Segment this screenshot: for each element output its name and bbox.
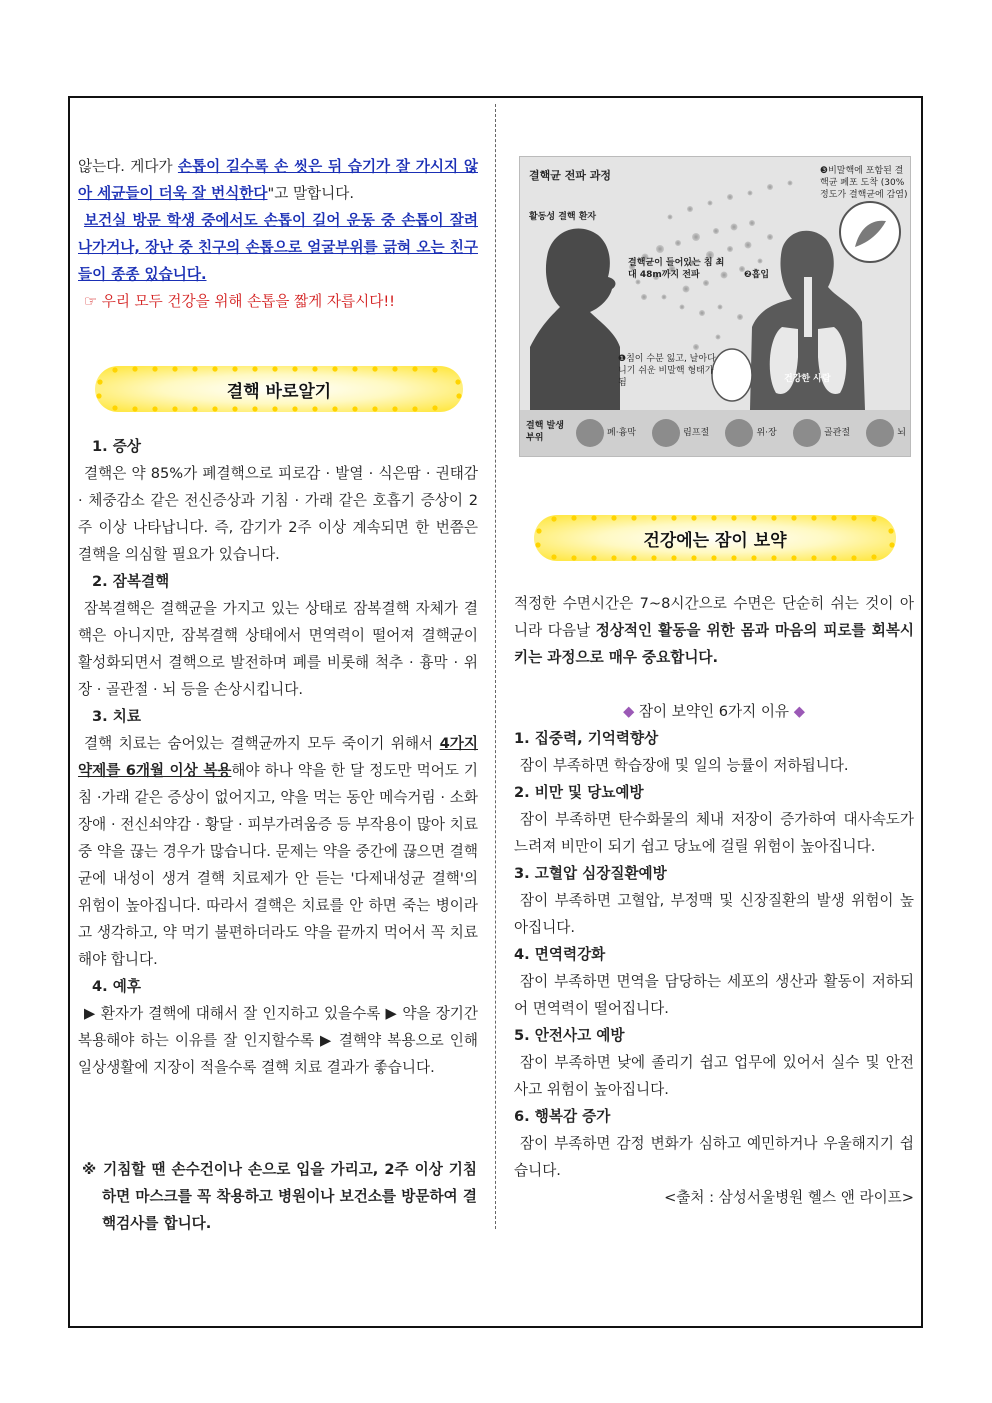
left-column [78, 153, 478, 315]
sleep-intro-text: 적정한 수면시간은 7~8시간으로 수면은 단순히 쉬는 것이 아니라 다음날 [514, 595, 914, 639]
lymph-icon [652, 419, 680, 447]
reason-text: 잠이 부족하면 면역을 담당하는 세포의 생산과 활동이 저하되어 면역력이 떨어집니다. [514, 973, 914, 1017]
reason-heading: 6. 행복감 증가 [514, 1108, 611, 1125]
candy-icon: ◆ [793, 703, 805, 720]
figure-healthy-label: 건강한 사람 [784, 374, 831, 384]
reason-text: 잠이 부족하면 낮에 졸리기 쉽고 업무에 있어서 실수 및 안전사고 위험이 높아집니다. [514, 1054, 914, 1098]
joint-icon [793, 419, 821, 447]
tb-section-banner [95, 366, 463, 412]
reason-heading: 3. 고혈압 심장질환예방 [514, 865, 667, 882]
reason-heading: 1. 집중력, 기억력향상 [514, 730, 659, 747]
symptoms-text: 결핵은 약 85%가 폐결핵으로 피로감 · 발열 · 식은땀 · 권태감 · 체중감소 같은 전신증상과 기침 · 가래 같은 호흡기 증상이 2주 이상 나타납니다. 즉, 감기가 2주 이상 계속되면 한 번쯤은 결핵을 의심할 필요가 있습니다. [78, 465, 478, 563]
tb-transmission-figure [519, 156, 911, 457]
organ-label: 폐·흉막 [607, 428, 636, 438]
figure-spray-label: 결핵균이 들어있는 침 최대 48m까지 전파 [628, 258, 725, 280]
reason-heading: 5. 안전사고 예방 [514, 1027, 625, 1044]
intro-text: 않는다. 게다가 [78, 158, 178, 175]
reason-text: 잠이 부족하면 고혈압, 부정맥 및 신장질환의 발생 위험이 높아집니다. [514, 892, 914, 936]
brain-icon [866, 419, 894, 447]
reasons-list [514, 725, 914, 1184]
figure-title: 결핵균 전파 과정 [529, 169, 612, 182]
organ-label: 림프절 [683, 428, 710, 438]
sleep-section-title: 건강에는 잠이 보약 [643, 530, 787, 551]
reason-text: 잠이 부족하면 감정 변화가 심하고 예민하거나 우울해지기 쉽습니다. [514, 1135, 914, 1179]
intro-highlight: 손톱이 길수록 손 씻은 뒤 습기가 잘 가시지 않아 세균들이 더욱 잘 번식한다 [78, 158, 478, 202]
figure-patient-label: 활동성 결핵 환자 [529, 212, 597, 222]
symptoms-heading: 1. 증상 [92, 438, 141, 455]
treatment-text-a: 결핵 치료는 숨어있는 결핵균까지 모두 죽이기 위해서 [84, 735, 440, 752]
trachea [804, 277, 812, 337]
figure-step1: ❶침이 수분 잃고, 날아다니기 쉬운 비말핵 형태가 됨 [618, 354, 716, 388]
lung-icon [576, 419, 604, 447]
organ-list [576, 416, 906, 450]
tb-section-title: 결핵 바로알기 [226, 381, 332, 402]
spacer [514, 671, 914, 698]
nail-reminder: ☞ 우리 모두 건강을 위해 손톱을 짧게 자릅시다!! [84, 293, 396, 310]
sleep-section-body [514, 590, 914, 1211]
organ-label: 위·장 [756, 428, 777, 438]
treatment-text-b: 해야 하나 약을 한 달 정도만 먹어도 기침 ·가래 같은 증상이 없어지고, 약을 먹는 동안 메슥거림 · 소화장애 · 전신쇠약감 · 황달 · 피부가려움증 등 부작용이 많아 치료 중 약을 끊는 경우가 많습니다. 문제는 약을 중간에 끊으면 결핵균에 내성이 생겨 결핵 치료제가 안 듣는 '다제내성균 결핵'의 위험이 높아집니다. 따라서 결핵은 치료를 안 하면 죽는 병이라고 생각하고, 약 먹기 불편하더라도 약을 끝까지 먹어서 꼭 치료해야 합니다. [78, 762, 479, 968]
latent-tb-text: 잠복결핵은 결핵균을 가지고 있는 상태로 잠복결핵 자체가 결핵은 아니지만, 잠복결핵 상태에서 면역력이 떨어져 결핵균이 활성화되면서 결핵으로 발전하며 폐를 비롯해 척추 · 흉막 · 위장 · 골관절 · 뇌 등을 손상시킵니다. [78, 600, 478, 698]
organ-label: 골관절 [823, 428, 851, 438]
organ-site-label: 결핵 발생 부위 [526, 421, 564, 443]
organ-item [793, 419, 850, 447]
prognosis-text: ▶ 환자가 결핵에 대해서 잘 인지하고 있을수록 ▶ 약을 장기간 복용해야 하는 이유를 잘 인지할수록 ▶ 결핵약 복용으로 인해 일상생활에 지장이 적을수록 결핵 치료 결과가 좋습니다. [78, 1005, 478, 1076]
treatment-heading: 3. 치료 [92, 708, 141, 725]
reason-heading: 2. 비만 및 당뇨예방 [514, 784, 644, 801]
organ-item [652, 419, 709, 447]
source-citation: <출처 : 삼성서울병원 헬스 앤 라이프> [664, 1189, 914, 1206]
prognosis-heading: 4. 예후 [92, 978, 141, 995]
reasons-heading [514, 698, 914, 725]
reasons-title: 잠이 보약인 6가지 이유 [638, 703, 790, 720]
organ-label: 뇌 [897, 428, 906, 438]
figure-step2: ❷흡입 [744, 270, 770, 280]
stomach-icon [725, 419, 753, 447]
sleep-section-banner [534, 515, 896, 561]
organ-item [866, 419, 906, 447]
latent-tb-heading: 2. 잠복결핵 [92, 573, 170, 590]
droplet-nucleus-zoom [712, 349, 752, 401]
patient-silhouette [530, 229, 620, 410]
tb-section-body [78, 433, 478, 1081]
reason-heading: 4. 면역력강화 [514, 946, 606, 963]
cough-etiquette-note [82, 1156, 477, 1237]
column-divider [495, 104, 496, 1229]
organ-item [576, 419, 636, 447]
sleep-intro-emphasis: 정상적인 활동을 위한 몸과 마음의 피로를 회복시키는 과정으로 매우 중요합니다. [514, 622, 914, 666]
figure-step3: ❸비말핵에 포함된 결핵균 폐포 도착 (30% 정도가 결핵균에 감염) [820, 166, 908, 200]
organ-item [725, 419, 776, 447]
nurse-office-paragraph: 보건실 방문 학생 중에서도 손톱이 길어 운동 중 손톱이 잘려나가거나, 장난 중 친구의 손톱으로 얼굴부위를 긁혀 오는 친구들이 종종 있습니다. [78, 212, 478, 283]
sleep-intro [514, 590, 914, 671]
intro-text-end: "고 말합니다. [267, 185, 354, 202]
cough-etiquette-text: ※ 기침할 땐 손수건이나 손으로 입을 가리고, 2주 이상 기침하면 마스크를 꼭 착용하고 병원이나 보건소를 방문하여 결핵검사를 합니다. [82, 1161, 477, 1232]
reason-text: 잠이 부족하면 학습장애 및 일의 능률이 저하됩니다. [520, 757, 849, 774]
organ-site-bar [520, 410, 910, 456]
candy-icon: ◆ [623, 703, 635, 720]
treatment-text [78, 730, 478, 973]
intro-paragraph [78, 153, 478, 207]
treatment-emphasis: 4가지 약제를 6개월 이상 복용 [78, 735, 478, 779]
reason-text: 잠이 부족하면 탄수화물의 체내 저장이 증가하여 대사속도가 느려져 비만이 되기 쉽고 당뇨에 걸릴 위험이 높아집니다. [514, 811, 914, 855]
